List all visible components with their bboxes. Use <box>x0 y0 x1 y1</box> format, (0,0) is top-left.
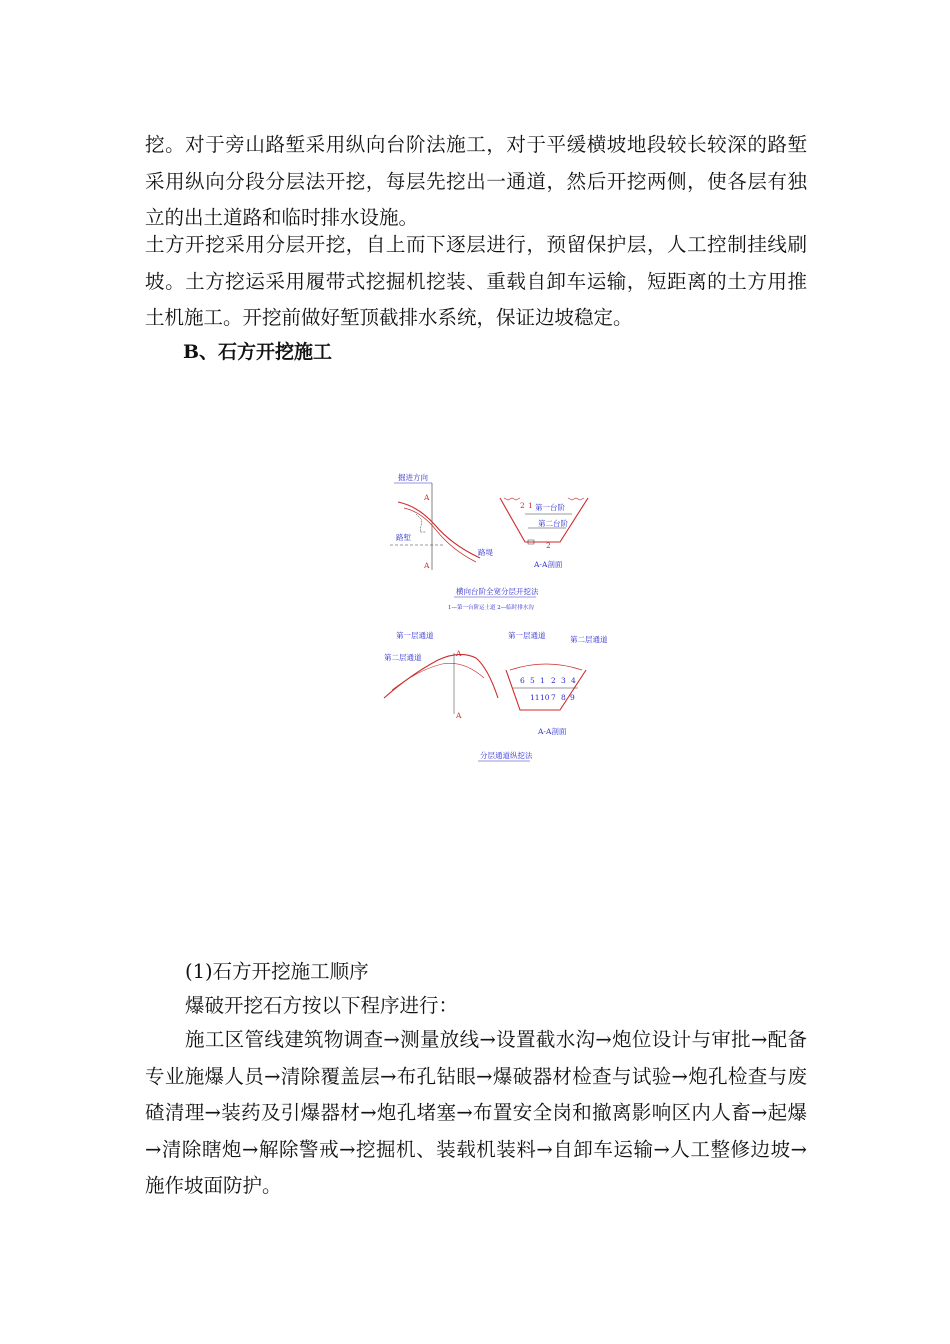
ground-hatch <box>504 498 584 500</box>
figure-title-top: 横向台阶全宽分层开挖法 <box>456 587 539 596</box>
section-top-arc <box>510 664 582 670</box>
excavation-method-figure <box>380 470 620 770</box>
section-caption-top: A-A剖面 <box>534 560 563 569</box>
mark-a-bottom-b: A <box>456 711 462 720</box>
ground-profile <box>398 502 480 558</box>
num-2a: 2 <box>520 501 525 510</box>
paragraph-sequence-heading: (1)石方开挖施工顺序 <box>185 960 369 983</box>
cell-6: 6 <box>520 676 525 685</box>
cell-5: 5 <box>530 676 535 685</box>
cell-11: 11 <box>530 693 540 702</box>
label-layer2-right: 第二层通道 <box>570 635 608 644</box>
paragraph-road-cut-methods: 挖。对于旁山路堑采用纵向台阶法施工，对于平缓横坡地段较长较深的路堑采用纵向分段分层法开挖，每层先挖出一通道，然后开挖两侧，使各层有独立的出土道路和临时排水设施。 <box>145 133 807 229</box>
cell-9: 9 <box>570 693 575 702</box>
label-layer1-left: 第一层通道 <box>396 631 434 640</box>
figure-note: 1—第一台阶运土道 2—临时排水沟 <box>448 605 534 611</box>
label-fill: 路堤 <box>478 548 493 557</box>
label-step1: 第一台阶 <box>535 503 565 512</box>
mark-a-top: A <box>424 493 430 502</box>
section-caption-bottom: A-A剖面 <box>538 727 567 736</box>
label-cut: 路堑 <box>396 533 411 542</box>
paragraph-earthwork-excavation: 土方开挖采用分层开挖，自上而下逐层进行，预留保护层，人工控制挂线刷坡。土方挖运采用履带式挖掘机挖装、重载自卸车运输，短距离的土方用推土机施工。开挖前做好堑顶截排水系统，保证边坡稳定。 <box>145 233 807 329</box>
cut-profile <box>404 508 476 562</box>
cell-4: 4 <box>571 676 576 685</box>
cell-8: 8 <box>561 693 566 702</box>
label-layer1-right: 第一层通道 <box>508 631 546 640</box>
num-1: 1 <box>528 501 533 510</box>
cell-10: 10 <box>540 693 550 702</box>
cell-2: 2 <box>551 676 556 685</box>
layer-line <box>392 663 484 690</box>
label-layer2-left: 第二层通道 <box>384 653 422 662</box>
label-step2: 第二台阶 <box>538 519 568 528</box>
excavation-diagram <box>380 470 620 770</box>
heading-rock-excavation: B、石方开挖施工 <box>183 341 333 363</box>
cell-1: 1 <box>540 676 545 685</box>
paragraph-procedure-intro: 爆破开挖石方按以下程序进行： <box>185 994 459 1017</box>
paragraph-procedure-steps: 施工区管线建筑物调查→测量放线→设置截水沟→炮位设计与审批→配备专业施爆人员→清除覆盖层→布孔钻眼→爆破器材检查与试验→炮孔检查与废碴清理→装药及引爆器材→炮孔堵塞→布置安全岗和撤离影响区内人畜→起爆→清除瞎炮→解除警戒→挖掘机、装载机装料→自卸车运输→人工整修边坡→施作坡面防护。 <box>145 1028 807 1197</box>
cell-7: 7 <box>551 693 556 702</box>
mark-a-top-b: A <box>456 649 462 658</box>
cell-3: 3 <box>561 676 566 685</box>
figure-title-bottom: 分层通道纵挖法 <box>480 751 533 760</box>
num-2b: 2 <box>546 541 551 550</box>
step-dashed <box>416 514 426 532</box>
label-direction: 掘进方向 <box>398 473 428 482</box>
mark-a-bottom: A <box>424 561 430 570</box>
cells-top-row <box>520 676 576 685</box>
